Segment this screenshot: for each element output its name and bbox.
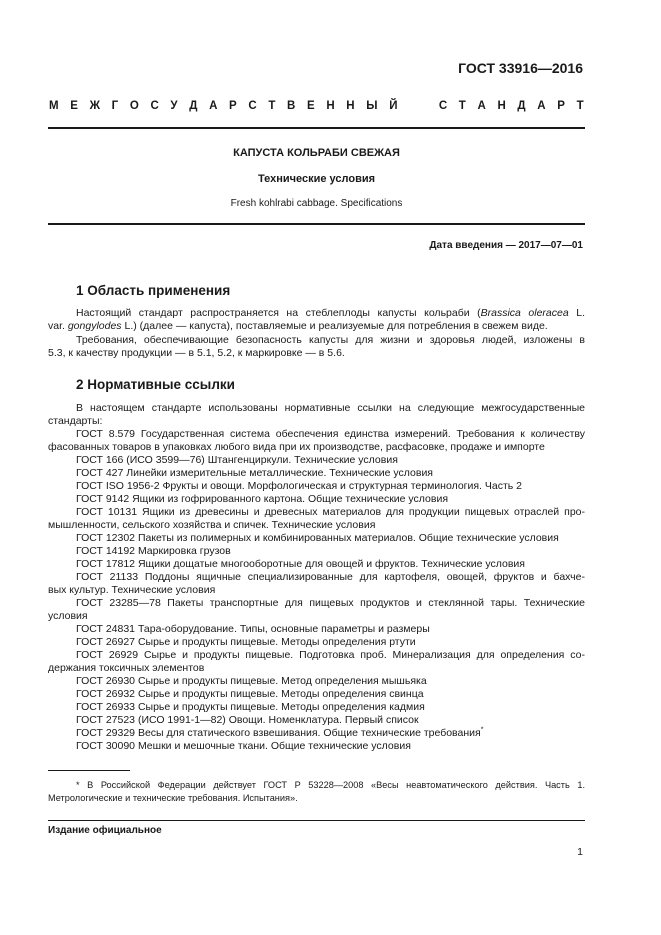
banner-letter: Д — [517, 100, 526, 112]
reference-text: ГОСТ 9142 Ящики из гофрированного картона. Общие технические условия — [76, 493, 449, 505]
reference-item — [48, 428, 585, 441]
reference-item — [48, 727, 585, 740]
banner-letter: А — [537, 100, 546, 112]
banner-letter: В — [287, 100, 296, 112]
reference-item-continuation: фасованных товаров в упаковках любого вида при их производстве, расфасовке, продаже и импорте — [48, 441, 545, 453]
banner-letter: С — [150, 100, 159, 112]
safety-paragraph-line-1: Требования, обеспечивающие безопасность капусты для жизни и здоровья людей, изложены в — [76, 334, 585, 346]
reference-item-continuation: мышленности, сельского хозяйства и спичек. Технические условия — [48, 519, 376, 531]
banner-letter: С — [248, 100, 257, 112]
banner-letter: Г — [111, 100, 119, 112]
standard-number: ГОСТ 33916—2016 — [458, 60, 583, 76]
interstate-standard-banner — [49, 100, 584, 112]
reference-text: ГОСТ 14192 Маркировка грузов — [76, 545, 231, 557]
banner-letter: Р — [557, 100, 565, 112]
banner-letter: Н — [497, 100, 506, 112]
reference-item — [48, 506, 585, 519]
banner-letter: С — [438, 100, 448, 112]
banner-letter — [409, 100, 412, 112]
banner-letter: А — [477, 100, 486, 112]
reference-text: ГОСТ 427 Линейки измерительные металлические. Технические условия — [76, 467, 433, 479]
reference-item — [48, 571, 585, 584]
reference-item-continuation: условия — [48, 610, 88, 622]
footnote — [48, 779, 585, 805]
banner-letter: М — [49, 100, 59, 112]
footnote-line-2: Метрологические и технические требования. Испытания». — [48, 793, 298, 803]
reference-text: ГОСТ 21133 Поддоны ящичные специализированные для картофеля, овощей, фруктов и бахче- — [76, 571, 585, 583]
banner-letter: Н — [346, 100, 355, 112]
banner-letter: Т — [576, 100, 584, 112]
document-title: КАПУСТА КОЛЬРАБИ СВЕЖАЯ — [233, 147, 400, 159]
banner-letter: Р — [229, 100, 237, 112]
reference-item — [48, 454, 585, 467]
banner-letter: Ы — [366, 100, 378, 112]
safety-paragraph-line-2: 5.3, к качеству продукции — в 5.1, 5.2, к маркировке — в 5.6. — [48, 347, 345, 359]
section-2-body — [48, 402, 585, 753]
section-1-body — [48, 307, 585, 360]
scope-paragraph-line-1: Настоящий стандарт распространяется на стеблеплоды капусты кольраби (Brassica oleracea L. — [76, 307, 585, 319]
reference-item — [48, 480, 585, 493]
reference-text: ГОСТ 23285—78 Пакеты транспортные для пищевых продуктов и стеклянной тары. Технические — [76, 597, 585, 609]
banner-letter: Е — [307, 100, 315, 112]
footnote-rule — [48, 770, 130, 771]
section-1-heading: 1 Область применения — [76, 283, 231, 298]
references-intro-line-1: В настоящем стандарте использованы нормативные ссылки на следующие межгосударственные — [76, 402, 585, 414]
english-title: Fresh kohlrabi cabbage. Specifications — [230, 198, 403, 209]
reference-text: ГОСТ 26930 Сырье и продукты пищевые. Метод определения мышьяка — [76, 675, 427, 687]
title-block-rule — [48, 223, 585, 225]
reference-text: ГОСТ 29329 Весы для статического взвешивания. Общие технические требования — [76, 727, 481, 739]
footnote-marker: * — [480, 726, 484, 734]
reference-item — [48, 532, 585, 545]
banner-letter: Й — [389, 100, 398, 112]
reference-text: ГОСТ 27523 (ИСО 1991-1—82) Овощи. Номенклатура. Первый список — [76, 714, 419, 726]
reference-item-continuation: вых культур. Технические условия — [48, 584, 216, 596]
reference-item — [48, 493, 585, 506]
banner-letter — [424, 100, 427, 112]
reference-item — [48, 714, 585, 727]
banner-letter: Д — [189, 100, 198, 112]
official-edition-label: Издание официальное — [48, 825, 162, 836]
reference-text: ГОСТ 166 (ИСО 3599—76) Штангенциркули. Технические условия — [76, 454, 398, 466]
reference-item — [48, 558, 585, 571]
page-number: 1 — [577, 846, 583, 858]
reference-item — [48, 597, 585, 610]
banner-letter: Е — [70, 100, 78, 112]
reference-text: ГОСТ 17812 Ящики дощатые многооборотные для овощей и фруктов. Технические условия — [76, 558, 525, 570]
footnote-line-1: * В Российской Федерации действует ГОСТ Р 53228—2008 «Весы неавтоматического действия. Часть 1. — [76, 780, 585, 790]
introduction-date: Дата введения — 2017—07—01 — [429, 240, 583, 251]
banner-letter: Н — [326, 100, 335, 112]
reference-list — [48, 428, 585, 753]
reference-text: ГОСТ 30090 Мешки и мешочные ткани. Общие технические условия — [76, 740, 411, 752]
reference-text: ГОСТ 26933 Сырье и продукты пищевые. Методы определения кадмия — [76, 701, 425, 713]
references-intro-line-2: стандарты: — [48, 415, 103, 427]
reference-item — [48, 649, 585, 662]
reference-item — [48, 740, 585, 753]
header-rule — [48, 127, 585, 129]
reference-text: ГОСТ 24831 Тара-оборудование. Типы, основные параметры и размеры — [76, 623, 430, 635]
reference-item — [48, 688, 585, 701]
reference-item — [48, 545, 585, 558]
reference-item — [48, 675, 585, 688]
banner-letter: О — [129, 100, 139, 112]
reference-item — [48, 636, 585, 649]
document-subtitle: Технические условия — [257, 173, 376, 185]
reference-text: ГОСТ 12302 Пакеты из полимерных и комбинированных материалов. Общие технические условия — [76, 532, 559, 544]
reference-text: ГОСТ ISO 1956-2 Фрукты и овощи. Морфологическая и структурная терминология. Часть 2 — [76, 480, 522, 492]
section-2-heading: 2 Нормативные ссылки — [76, 377, 235, 392]
reference-text: ГОСТ 10131 Ящики из древесины и древесных материалов для продукции пищевых отраслей про- — [76, 506, 585, 518]
reference-item — [48, 623, 585, 636]
scope-paragraph-line-2: var. gongylodes L.) (далее — капуста), поставляемые и реализуемые для потребления в свежем виде. — [48, 320, 548, 332]
banner-letter: Т — [268, 100, 276, 112]
reference-text: ГОСТ 26927 Сырье и продукты пищевые. Методы определения ртути — [76, 636, 416, 648]
banner-letter: Т — [458, 100, 466, 112]
reference-text: ГОСТ 8.579 Государственная система обеспечения единства измерений. Требования к количеству — [76, 428, 585, 440]
reference-text: ГОСТ 26929 Сырье и продукты пищевые. Подготовка проб. Минерализация для определения со- — [76, 649, 585, 661]
reference-item — [48, 467, 585, 480]
reference-text: ГОСТ 26932 Сырье и продукты пищевые. Методы определения свинца — [76, 688, 424, 700]
banner-letter: У — [170, 100, 178, 112]
reference-item — [48, 701, 585, 714]
banner-letter: А — [209, 100, 218, 112]
reference-item-continuation: держания токсичных элементов — [48, 662, 205, 674]
footer-rule — [48, 820, 585, 821]
banner-letter: Ж — [89, 100, 100, 112]
